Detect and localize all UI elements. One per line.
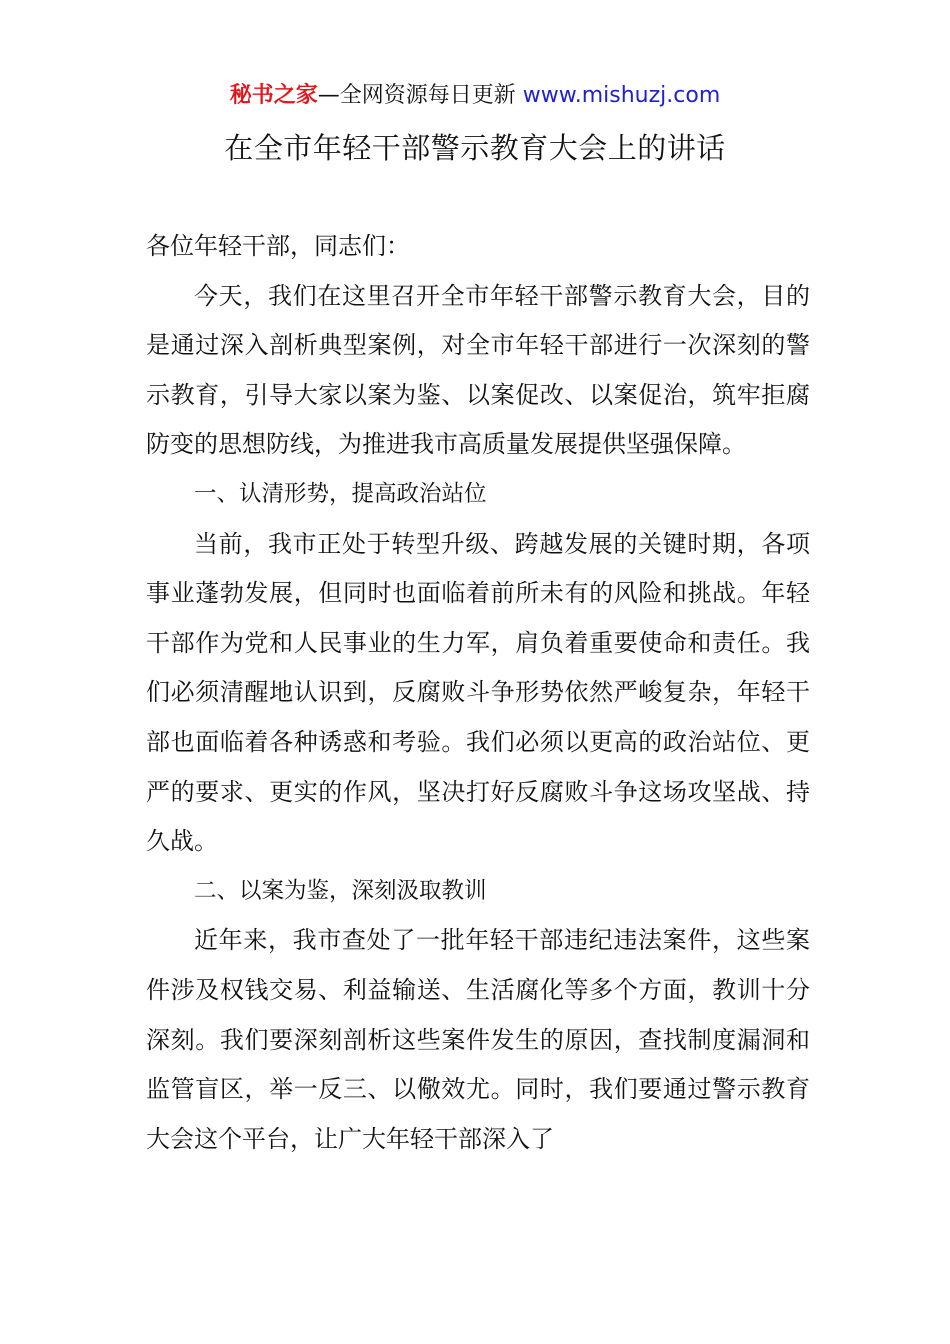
document-body bbox=[146, 222, 810, 1164]
document-title: 在全市年轻干部警示教育大会上的讲话 bbox=[224, 131, 726, 165]
site-brand: 秘书之家 bbox=[229, 83, 318, 108]
intro-paragraph: 今天，我们在这里召开全市年轻干部警示教育大会，目的是通过深入剖析典型案例，对全市年轻干部进行一次深刻的警示教育，引导大家以案为鉴、以案促改、以案促治，筑牢拒腐防变的思想防线，为推进我市高质量发展提供坚强保障。 bbox=[146, 281, 810, 459]
site-url-link[interactable]: www.mishuzj.com bbox=[522, 83, 721, 108]
section-heading-1: 一、认清形势，提高政治站位 bbox=[194, 480, 487, 507]
site-header bbox=[0, 80, 950, 112]
section-2-paragraph: 近年来，我市查处了一批年轻干部违纪违法案件，这些案件涉及权钱交易、利益输送、生活腐化等多个方面，教训十分深刻。我们要深刻剖析这些案件发生的原因，查找制度漏洞和监管盲区，举一反三、以儆效尤。同时，我们要通过警示教育大会这个平台，让广大年轻干部深入了 bbox=[146, 926, 810, 1153]
section-1-paragraph: 当前，我市正处于转型升级、跨越发展的关键时期，各项事业蓬勃发展，但同时也面临着前所未有的风险和挑战。年轻干部作为党和人民事业的生力军，肩负着重要使命和责任。我们必须清醒地认识到，反腐败斗争形势依然严峻复杂，年轻干部也面临着各种诱惑和考验。我们必须以更高的政治站位、更严的要求、更实的作风，坚决打好反腐败斗争这场攻坚战、持久战。 bbox=[146, 529, 810, 856]
greeting-paragraph: 各位年轻干部，同志们： bbox=[146, 232, 410, 260]
site-tagline: —全网资源每日更新 bbox=[317, 83, 516, 108]
section-heading-2: 二、以案为鉴，深刻汲取教训 bbox=[194, 877, 487, 904]
